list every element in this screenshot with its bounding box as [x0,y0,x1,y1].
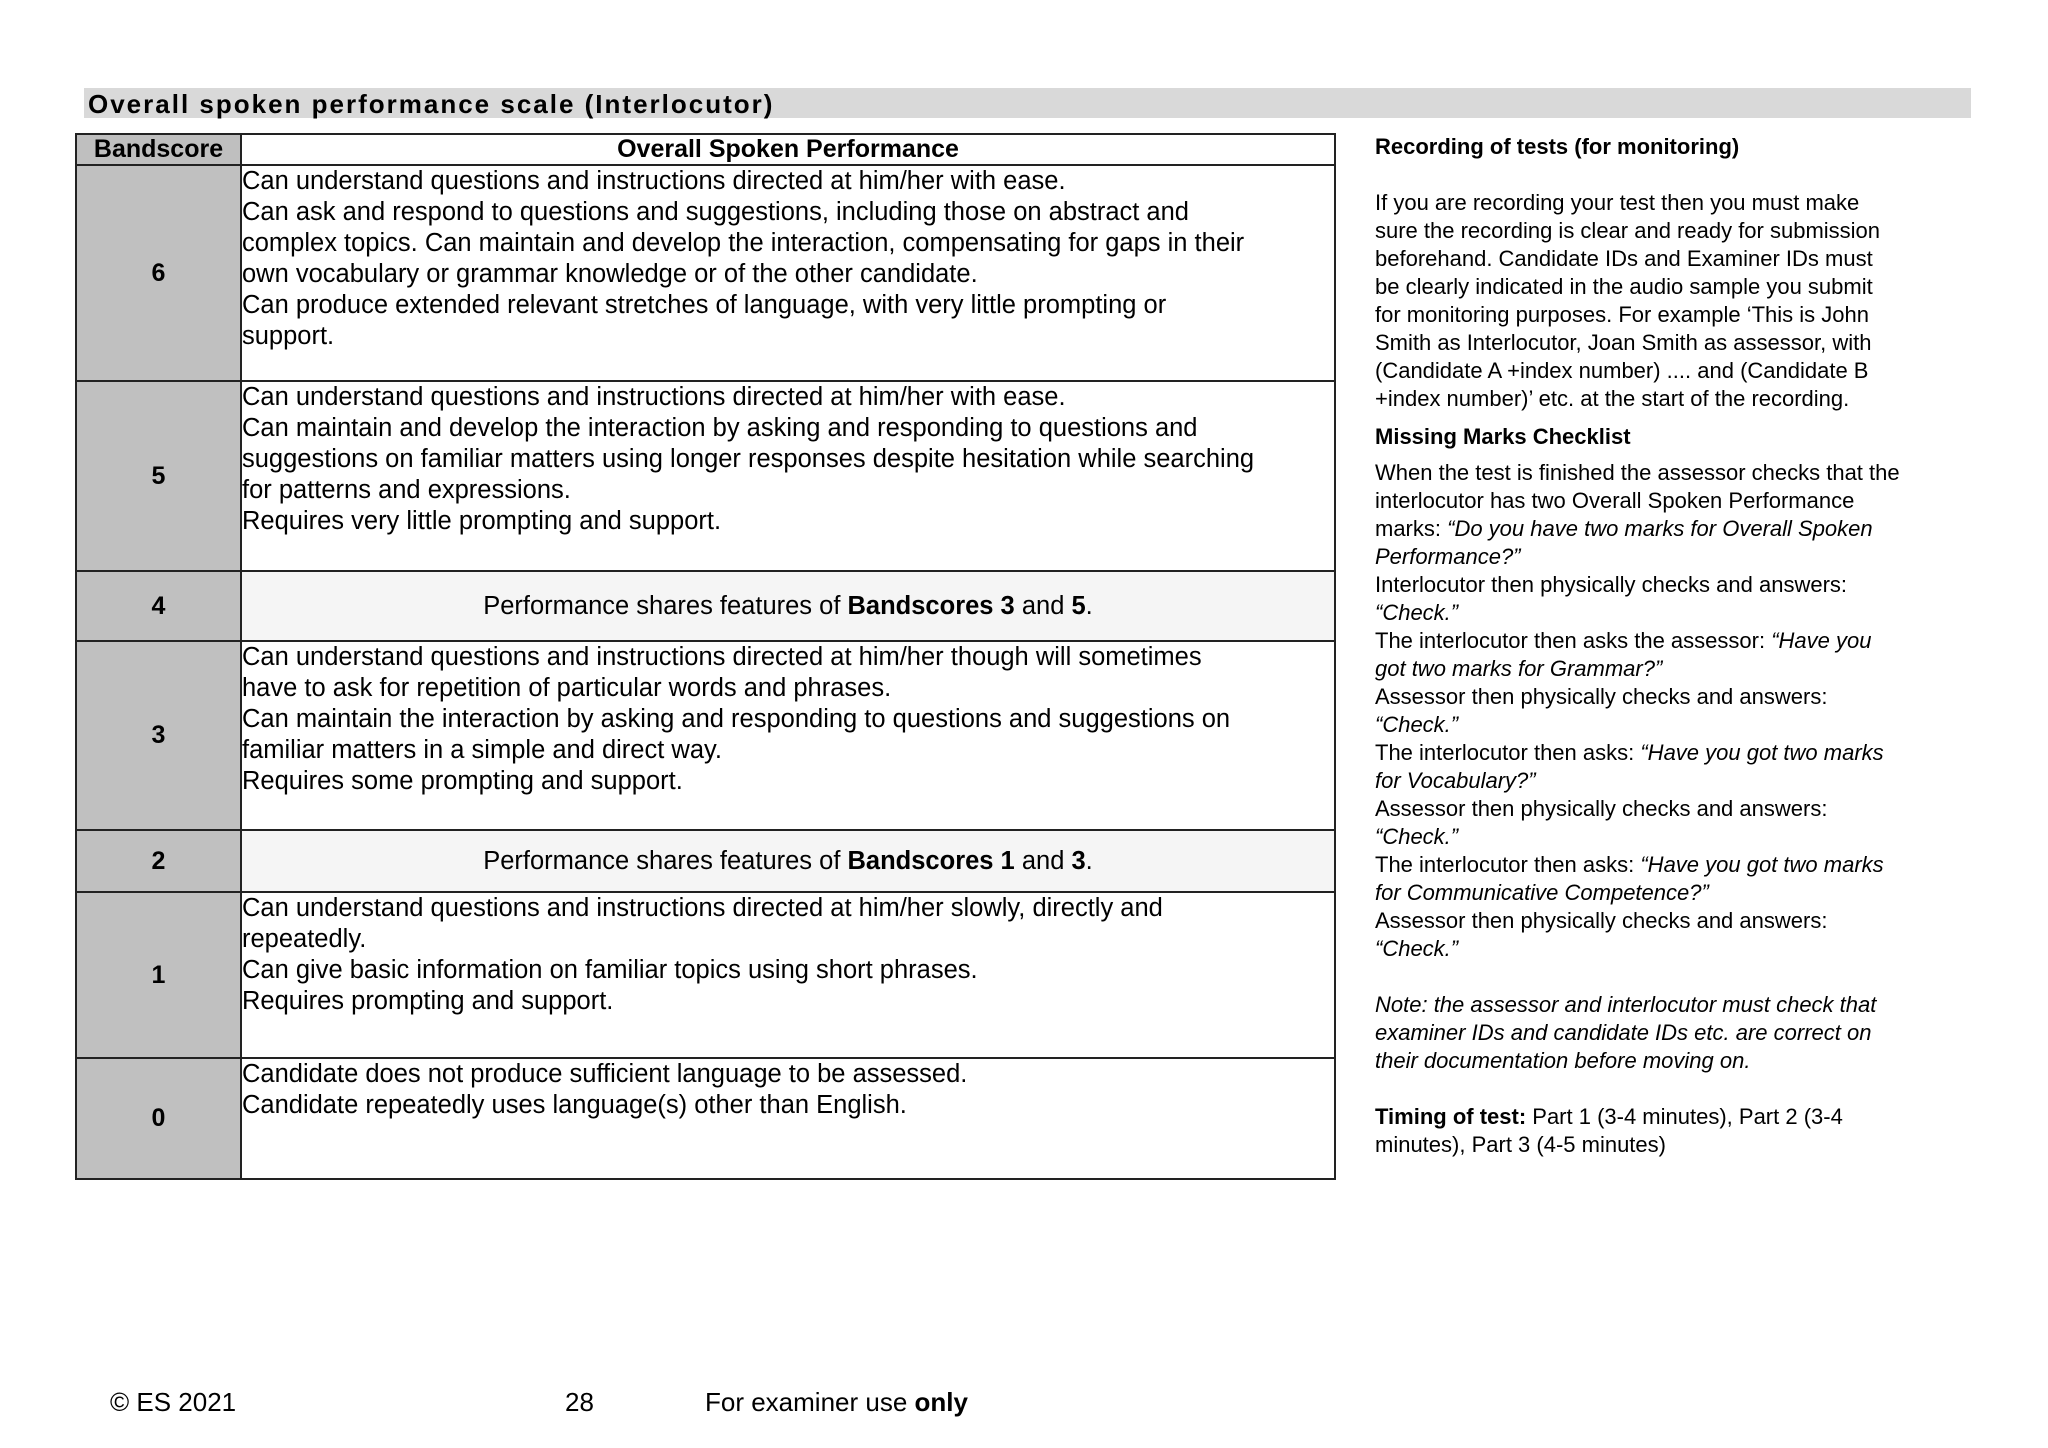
performance-scale-table [75,133,1336,1180]
recording-line: for monitoring purposes. For example ‘This is John [1375,302,1869,327]
descriptor-line: Can understand questions and instructions directed at him/her with ease. [242,383,1066,411]
descriptor-line: Can maintain the interaction by asking and responding to questions and suggestions on [242,705,1231,733]
descriptor-line: own vocabulary or grammar knowledge or of the other candidate. [242,260,978,288]
shared-features-cell [241,571,1335,641]
shared-text: and [1014,846,1072,875]
descriptor-line: for patterns and expressions. [242,476,571,504]
bandscore-header: Bandscore [76,134,241,165]
descriptor-line: familiar matters in a simple and direct way. [242,736,722,764]
asks-line [1375,627,1975,655]
question-text: “Have you got two marks [1640,852,1884,877]
examiner-note-text: For examiner use [705,1387,915,1417]
descriptor-line: Candidate does not produce sufficient language to be assessed. [242,1060,968,1088]
sidebar-notes [1375,133,1975,1159]
question-line [1375,543,1975,571]
check-text: “Check.” [1375,600,1459,625]
shared-text: . [1085,846,1093,875]
recording-line: beforehand. Candidate IDs and Examiner IDs must [1375,246,1873,271]
check-line [1375,711,1975,739]
bandscore-cell: 4 [76,571,241,641]
bandscore-cell: 2 [76,830,241,892]
check-line [1375,935,1975,963]
table-row-band-3 [76,641,1335,830]
descriptor-line: repeatedly. [242,925,367,953]
question-line [1375,879,1975,907]
timing-label: Timing of test: [1375,1104,1527,1129]
descriptor-line: Can give basic information on familiar topics using short phrases. [242,956,978,984]
descriptor-line: have to ask for repetition of particular words and phrases. [242,674,892,702]
question-line [1375,767,1975,795]
shared-bold: Bandscores 1 [847,846,1015,875]
asks-text: The interlocutor then asks: [1375,740,1641,765]
note-line [1375,1047,1975,1075]
descriptor-line: Can understand questions and instructions directed at him/her slowly, directly and [242,894,1163,922]
bandscore-cell: 6 [76,165,241,381]
bandscore-cell: 3 [76,641,241,830]
question-text: for Vocabulary?” [1375,768,1536,793]
timing-line: minutes), Part 3 (4-5 minutes) [1375,1132,1666,1157]
descriptor-line: Requires some prompting and support. [242,767,683,795]
descriptor-line: Can produce extended relevant stretches of language, with very little prompting or [242,291,1167,319]
timing-text: Part 1 (3-4 minutes), Part 2 (3-4 [1526,1104,1843,1129]
descriptor-line: Requires prompting and support. [242,987,614,1015]
question-text: Performance?” [1375,544,1521,569]
descriptor-line: Can ask and respond to questions and suggestions, including those on abstract and [242,198,1189,226]
table-row-band-6 [76,165,1335,381]
shared-bold: 3 [1071,846,1086,875]
shared-text: Performance shares features of [483,591,848,620]
descriptor-cell [241,1058,1335,1179]
bandscore-cell: 0 [76,1058,241,1179]
asks-text: The interlocutor then asks the assessor: [1375,628,1772,653]
table-row-band-2 [76,830,1335,892]
recording-line: If you are recording your test then you must make [1375,190,1860,215]
checks-line: Assessor then physically checks and answers: [1375,908,1828,933]
recording-line: (Candidate A +index number) .... and (Candidate B [1375,358,1869,383]
descriptor-line: Can maintain and develop the interaction by asking and responding to questions and [242,414,1198,442]
descriptor-cell [241,641,1335,830]
question-text: “Have you [1771,628,1872,653]
descriptor-line: Can understand questions and instructions directed at him/her with ease. [242,167,1066,195]
section-title: Overall spoken performance scale (Interlocutor) [88,89,775,119]
table-header-row [76,134,1335,165]
check-text: “Check.” [1375,936,1459,961]
shared-text: . [1085,591,1093,620]
check-line [1375,599,1975,627]
checks-line: Assessor then physically checks and answers: [1375,796,1828,821]
question-text: got two marks for Grammar?” [1375,656,1663,681]
performance-header: Overall Spoken Performance [241,134,1335,165]
copyright: © ES 2021 [110,1387,237,1417]
note-text: Note: the assessor and interlocutor must check that [1375,992,1877,1017]
section-title-bar [84,88,1971,118]
examiner-note-bold: only [914,1387,968,1417]
asks-text: The interlocutor then asks: [1375,852,1641,877]
descriptor-line: complex topics. Can maintain and develop the interaction, compensating for gaps in their [242,229,1245,257]
question-text: for Communicative Competence?” [1375,880,1709,905]
checks-line: Assessor then physically checks and answers: [1375,684,1828,709]
note-line [1375,991,1975,1019]
missing-intro-line: interlocutor has two Overall Spoken Performance [1375,488,1855,513]
descriptor-cell [241,165,1335,381]
question-text: “Have you got two marks [1640,740,1884,765]
recording-line: sure the recording is clear and ready for submission [1375,218,1881,243]
recording-line: be clearly indicated in the audio sample you submit [1375,274,1873,299]
recording-heading: Recording of tests (for monitoring) [1375,134,1740,159]
missing-marks-heading: Missing Marks Checklist [1375,424,1631,449]
table-row-band-0 [76,1058,1335,1179]
question-text: “Do you have two marks for Overall Spoken [1447,516,1873,541]
note-text: their documentation before moving on. [1375,1048,1751,1073]
shared-text: and [1014,591,1072,620]
descriptor-cell [241,381,1335,571]
shared-text: Performance shares features of [483,846,848,875]
asks-line [1375,739,1975,767]
table-row-band-1 [76,892,1335,1058]
note-line [1375,1019,1975,1047]
descriptor-cell [241,892,1335,1058]
page-number: 28 [565,1387,594,1417]
shared-bold: Bandscores 3 [847,591,1015,620]
bandscore-cell: 1 [76,892,241,1058]
descriptor-line: Requires very little prompting and support. [242,507,722,535]
examiner-note [705,1387,968,1418]
shared-bold: 5 [1071,591,1086,620]
shared-features-cell [241,830,1335,892]
asks-line [1375,851,1975,879]
bandscore-cell: 5 [76,381,241,571]
note-text: examiner IDs and candidate IDs etc. are correct on [1375,1020,1872,1045]
check-text: “Check.” [1375,824,1459,849]
checks-line: Interlocutor then physically checks and answers: [1375,572,1848,597]
check-line [1375,823,1975,851]
table-row-band-4 [76,571,1335,641]
descriptor-line: support. [242,322,335,350]
descriptor-line: Candidate repeatedly uses language(s) other than English. [242,1091,907,1119]
table-row-band-5 [76,381,1335,571]
check-text: “Check.” [1375,712,1459,737]
descriptor-line: suggestions on familiar matters using longer responses despite hesitation while searching [242,445,1255,473]
recording-line: Smith as Interlocutor, Joan Smith as assessor, with [1375,330,1872,355]
timing-line [1375,1103,1975,1131]
missing-intro-line: When the test is finished the assessor checks that the [1375,460,1900,485]
missing-intro-text: marks: [1375,516,1448,541]
descriptor-line: Can understand questions and instructions directed at him/her though will sometimes [242,643,1202,671]
missing-intro-line [1375,515,1975,543]
recording-line: +index number)’ etc. at the start of the recording. [1375,386,1850,411]
question-line [1375,655,1975,683]
